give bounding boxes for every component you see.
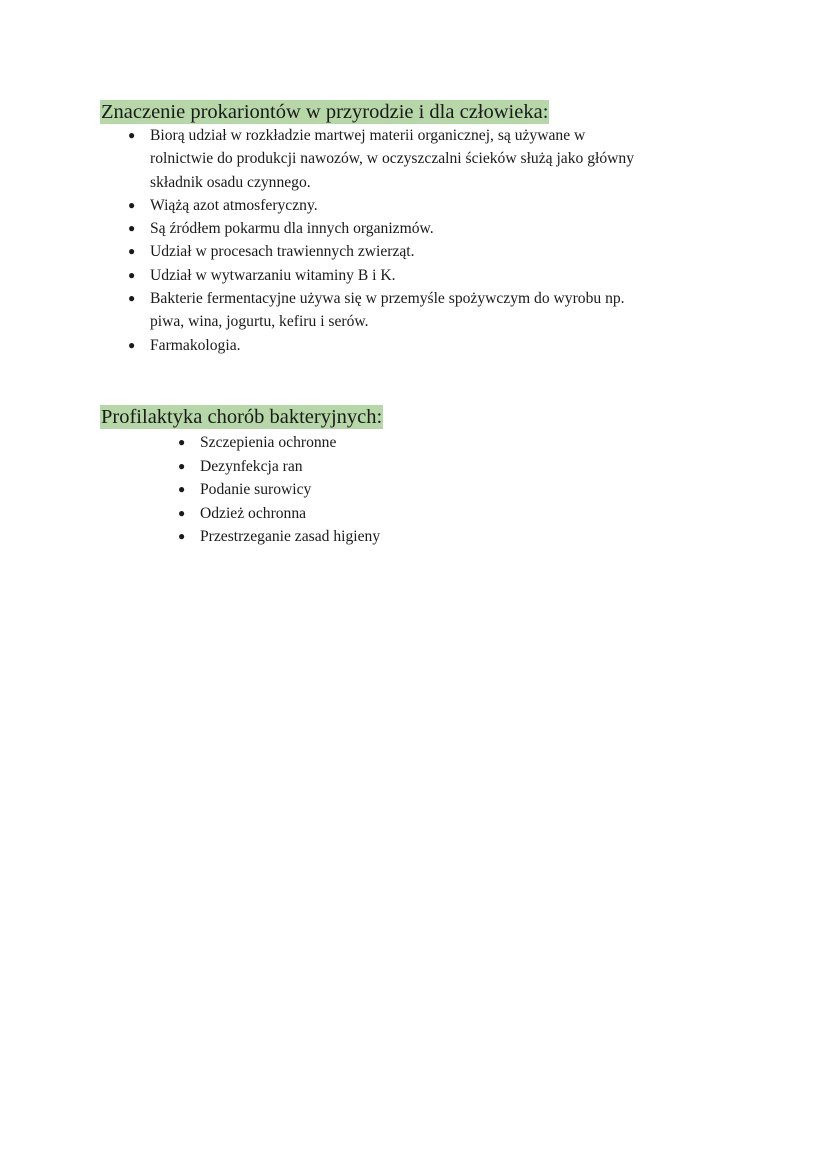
section-heading-prevention: Profilaktyka chorób bakteryjnych: [101, 406, 383, 428]
section-heading-prokaryotes: Znaczenie prokariontów w przyrodzie i dla człowieka: [101, 101, 549, 123]
list-item-text: Dezynfekcja ran [200, 457, 303, 475]
list-item [128, 287, 634, 334]
list-item-line: Farmakologia. [150, 336, 241, 354]
list-item [178, 431, 380, 455]
list-item-text: Szczepienia ochronne [200, 434, 337, 451]
list-item-line: Wiążą azot atmosferyczny. [150, 196, 318, 214]
list-item-line: Są źródłem pokarmu dla innych organizmów. [150, 220, 434, 238]
bullet-icon: ● [128, 197, 136, 212]
list-item-text: Przestrzeganie zasad higieny [200, 528, 381, 545]
list-item-line: piwa, wina, jogurtu, kefiru i serów. [150, 313, 369, 331]
list-item-text: Odzież ochronna [200, 504, 307, 522]
bullet-icon: ● [178, 435, 186, 449]
prevention-list [178, 431, 381, 549]
bullet-icon: ● [128, 128, 136, 142]
bullet-icon: ● [128, 291, 136, 306]
list-item [128, 194, 634, 217]
list-item [128, 124, 634, 194]
bullet-icon: ● [128, 267, 136, 282]
bullet-icon: ● [178, 458, 186, 473]
prokaryotes-importance-list [128, 124, 634, 357]
list-item-line: Bakterie fermentacyjne używa się w przemyśle spożywczym do wyrobu np. [150, 290, 625, 308]
bullet-icon: ● [178, 482, 186, 496]
list-item-line: Biorą udział w rozkładzie martwej materii organicznej, są używane w [150, 127, 586, 144]
list-item-line: składnik osadu czynnego. [150, 173, 311, 191]
list-item [128, 334, 634, 357]
bullet-icon: ● [128, 244, 136, 259]
list-item-text: Podanie surowicy [200, 481, 312, 498]
list-item-line: Udział w procesach trawiennych zwierząt. [150, 243, 415, 261]
list-item [178, 455, 380, 479]
bullet-icon: ● [128, 337, 136, 352]
bullet-icon: ● [178, 529, 186, 543]
list-item-line: Udział w wytwarzaniu witaminy B i K. [150, 266, 396, 284]
list-item [178, 478, 380, 502]
list-item [178, 525, 381, 549]
list-item [128, 240, 634, 263]
list-item [128, 217, 634, 240]
bullet-icon: ● [178, 505, 186, 520]
list-item-line: rolnictwie do produkcji nawozów, w oczyszczalni ścieków służą jako główny [150, 150, 634, 168]
list-item [128, 264, 634, 287]
list-item [178, 502, 380, 526]
bullet-icon: ● [128, 221, 136, 236]
